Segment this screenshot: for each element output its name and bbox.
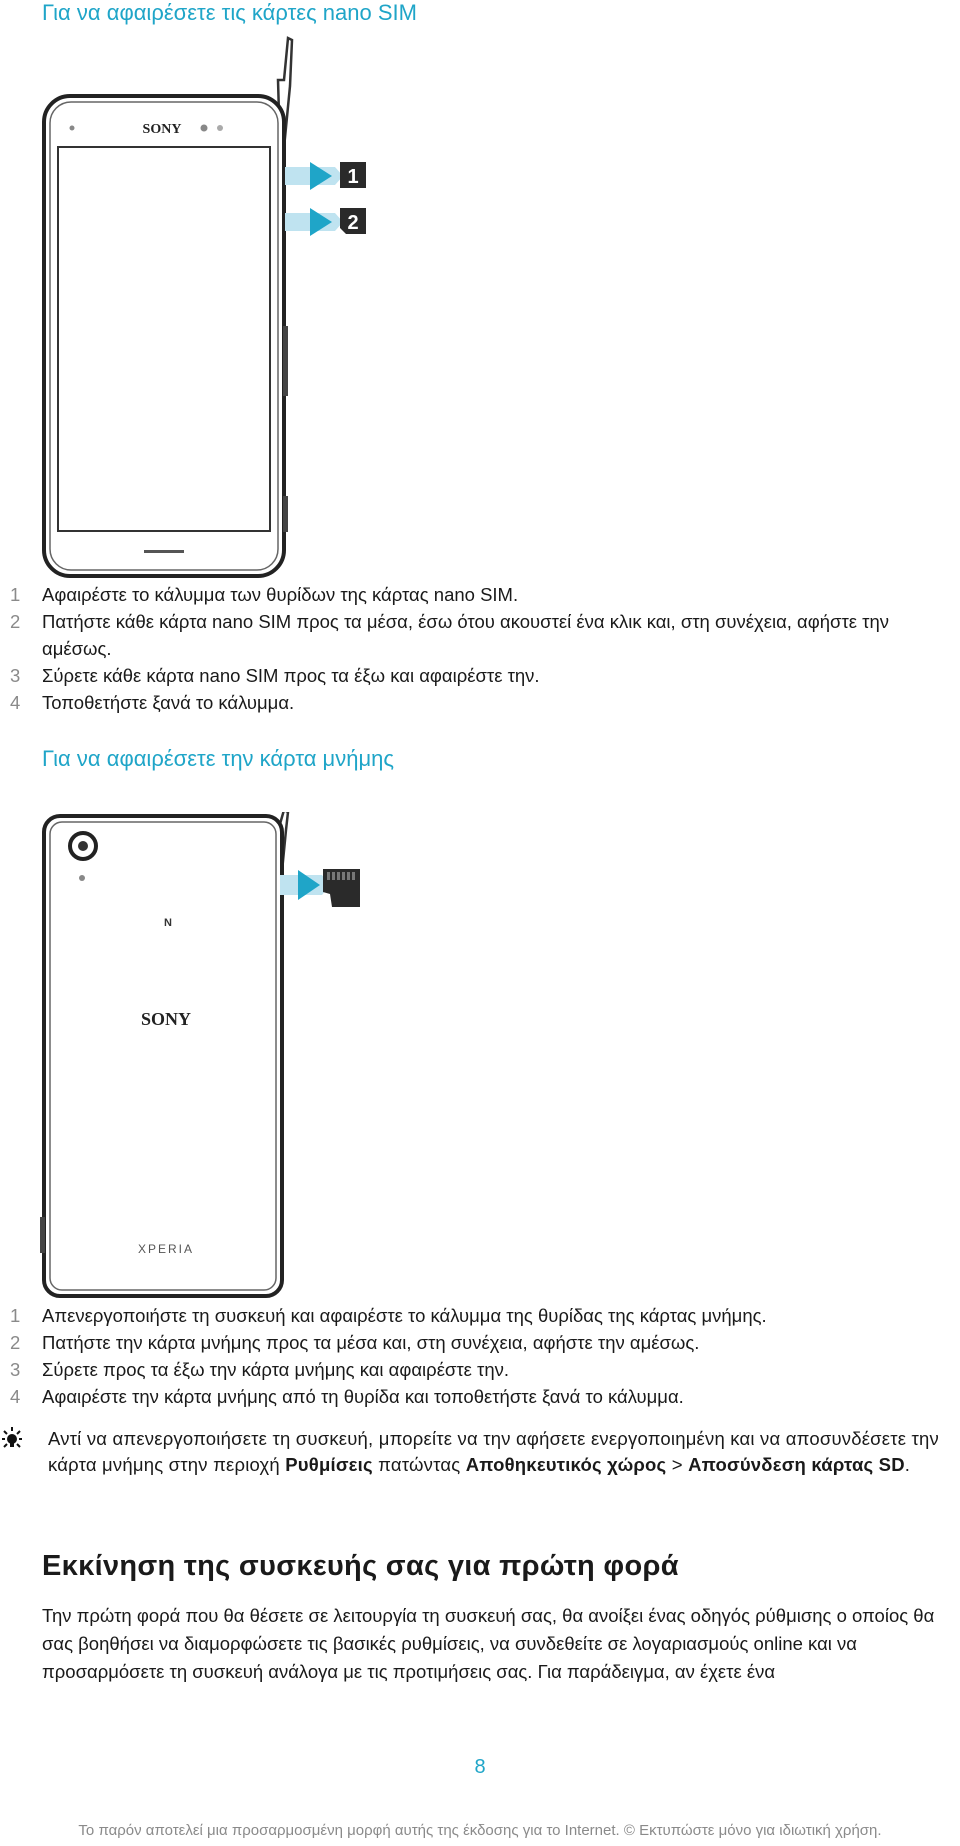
step-number: 4 [10,692,21,713]
list-item [10,1356,930,1383]
phone-front-sim-illustration [40,36,380,581]
lightbulb-icon [0,1426,28,1454]
tip-note [0,1426,940,1478]
sony-logo-front: SONY [142,122,182,137]
step-number: 4 [10,1386,21,1407]
step-number: 3 [10,1359,21,1380]
sony-logo-back: SONY [140,1009,192,1029]
tip-text: Αντί να απενεργοποιήσετε τη συσκευή, μπορείτε να την αφήσετε ενεργοποιημένη και να αποσυνδέσετε την κάρτα μνήμης στην περιοχή Ρυθμίσεις πατώντας Αποθηκευτικός χώρος > Αποσύνδεση κάρτας SD. [48,1428,939,1475]
page-footer: Το παρόν αποτελεί μια προσαρμοσμένη μορφή αυτής της έκδοσης για το Internet. © Εκτυπώστε μόνο για ιδιωτική χρήση. [78,1822,882,1839]
svg-text:N: N [164,917,172,929]
step-number: 1 [10,584,21,605]
first-time-heading: Εκκίνηση της συσκευής σας για πρώτη φορά [42,1550,679,1582]
list-item [10,1383,930,1410]
step-text: Πατήστε την κάρτα μνήμης προς τα μέσα και, στη συνέχεια, αφήστε την αμέσως. [42,1332,700,1353]
step-number: 2 [10,611,21,632]
step-number: 1 [10,1305,21,1326]
list-item [10,1302,930,1329]
step-text: Πατήστε κάθε κάρτα nano SIM προς τα μέσα, έσω ότου ακουστεί ένα κλικ και, στη συνέχεια, αφήστε την αμέσως. [42,611,889,659]
step-text: Απενεργοποιήστε τη συσκευή και αφαιρέστε το κάλυμμα της θυρίδας της κάρτας μνήμης. [42,1305,767,1326]
list-item [10,608,930,662]
list-item [10,662,930,689]
step-text: Σύρετε προς τα έξω την κάρτα μνήμης και αφαιρέστε την. [42,1359,510,1380]
memory-steps-list [10,1302,930,1410]
memory-section-heading: Για να αφαιρέσετε την κάρτα μνήμης [42,746,394,771]
slot-label-1: 1 [347,166,359,188]
step-number: 2 [10,1332,21,1353]
page-number: 8 [474,1756,486,1778]
first-time-paragraph: Την πρώτη φορά που θα θέσετε σε λειτουργία τη συσκευή σας, θα ανοίξει ένας οδηγός ρύθμισης ο οποίος θα σας βοηθήσει να διαμορφώσετε τις βασικές ρυθμίσεις, να συνδεθείτε σε λογαριασμούς online και να προσαρμόσετε τη συσκευή ανάλογα με τις προτιμήσεις σας. Για παράδειγμα, αν έχετε ένα [42,1605,935,1682]
sim-section-heading: Για να αφαιρέσετε τις κάρτες nano SIM [42,0,417,25]
unmount-sd-term: Αποσύνδεση κάρτας SD [688,1454,905,1475]
step-number: 3 [10,665,21,686]
xperia-logo: XPERIA [137,1242,195,1256]
settings-term: Ρυθμίσεις [285,1454,373,1475]
storage-term: Αποθηκευτικός χώρος [465,1454,667,1475]
phone-back-memory-card-illustration [40,812,380,1300]
step-text: Αφαιρέστε το κάλυμμα των θυρίδων της κάρτας nano SIM. [42,584,519,605]
list-item [10,1329,930,1356]
step-text: Αφαιρέστε την κάρτα μνήμης από τη θυρίδα και τοποθετήστε ξανά το κάλυμμα. [42,1386,684,1407]
list-item [10,581,930,608]
sim-steps-list [10,581,930,716]
step-text: Σύρετε κάθε κάρτα nano SIM προς τα έξω και αφαιρέστε την. [42,665,540,686]
step-text: Τοποθετήστε ξανά το κάλυμμα. [42,692,295,713]
list-item [10,689,930,716]
slot-label-2: 2 [347,212,359,234]
